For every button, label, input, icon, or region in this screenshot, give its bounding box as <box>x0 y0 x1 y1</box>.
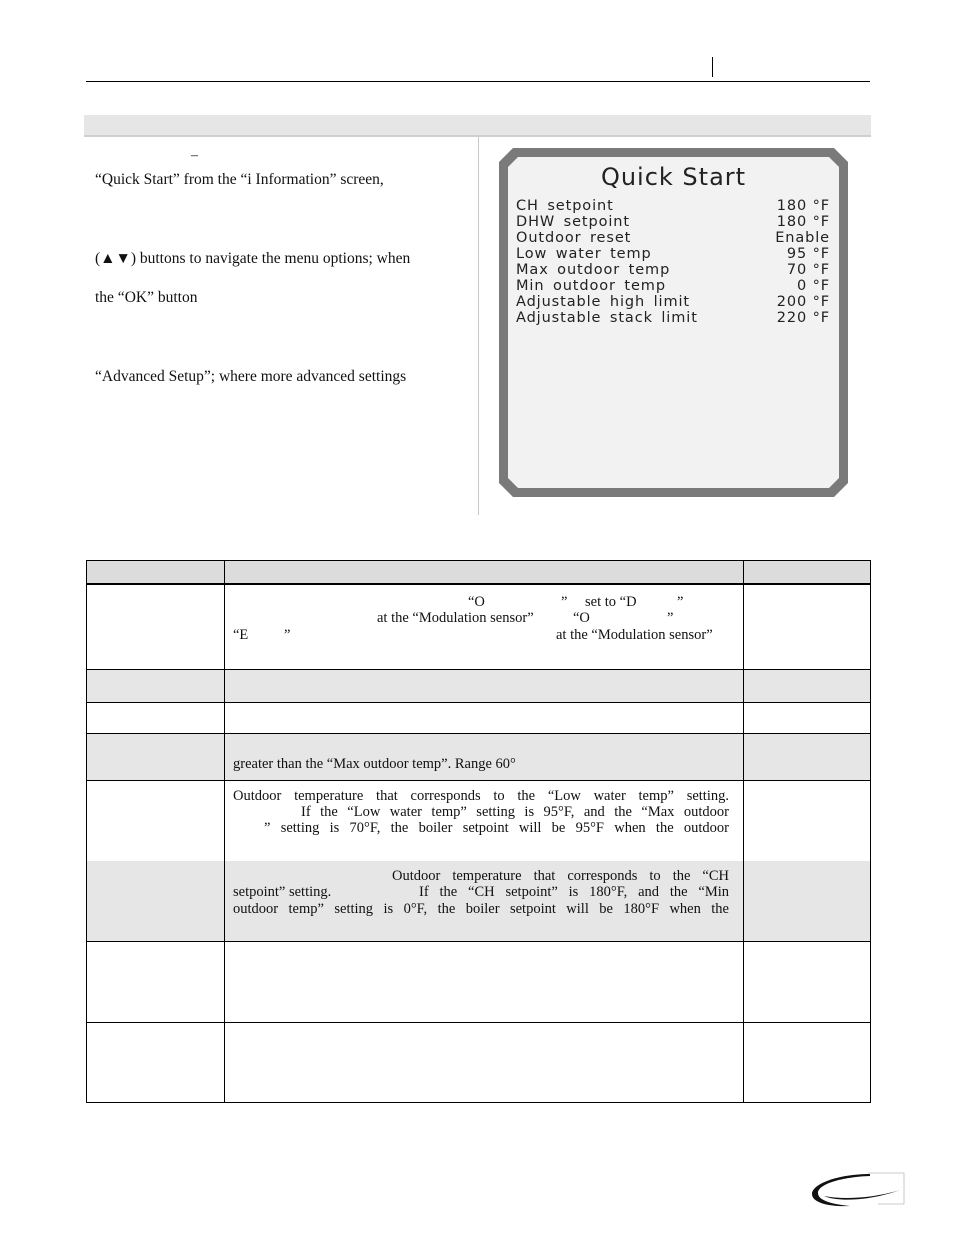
table-text: Outdoor temperature that corresponds to the “CH <box>392 868 729 884</box>
table-text: greater than the “Max outdoor temp”. Range 60° <box>233 756 516 772</box>
screen-row-label: Outdoor reset <box>516 230 632 246</box>
table-text: If the “CH setpoint” is 180°F, and the “Min <box>419 884 729 900</box>
table-text: If the “Low water temp” setting is 95°F, and the “Max outdoor <box>301 804 729 820</box>
screen-row-value: 70 °F <box>786 262 830 278</box>
instruction-line-1: “Quick Start” from the “i Information” screen, <box>95 171 384 188</box>
header-rule <box>86 81 870 82</box>
screen-row-label: DHW setpoint <box>516 214 630 230</box>
table-text: at the “Modulation sensor” <box>556 627 713 643</box>
table-text: set to “D <box>585 594 637 610</box>
screen-row-value: 180 °F <box>776 198 830 214</box>
screen-row-low-water-temp <box>516 246 830 262</box>
table-text: Outdoor temperature that corresponds to the “Low water temp” setting. <box>233 788 729 804</box>
instruction-line-3: the “OK” button <box>95 289 198 306</box>
column-divider <box>478 137 479 515</box>
table-text: “O <box>468 594 485 610</box>
screen-row-label: Min outdoor temp <box>516 278 666 294</box>
dash-mark: – <box>191 148 198 163</box>
screen-row-outdoor-reset <box>516 230 830 246</box>
instruction-line-2: (▲▼) buttons to navigate the menu options; when <box>95 250 411 267</box>
section-heading-bar <box>84 115 871 137</box>
screen-row-label: CH setpoint <box>516 198 614 214</box>
header-divider-tick <box>712 57 713 77</box>
table-text: “E <box>233 627 249 643</box>
screen-row-adjustable-high-limit <box>516 294 830 310</box>
screen-row-label: Adjustable high limit <box>516 294 690 310</box>
screen-title: Quick Start <box>600 163 747 191</box>
screen-row-ch-setpoint <box>516 198 830 214</box>
screen-row-value: 95 °F <box>786 246 830 262</box>
screen-row-max-outdoor-temp <box>516 262 830 278</box>
table-text: outdoor temp” setting is 0°F, the boiler setpoint will be 180°F when the <box>233 901 729 917</box>
screen-row-value: Enable <box>775 230 830 246</box>
table-text: ” <box>561 594 568 610</box>
screen-row-label: Adjustable stack limit <box>516 310 698 326</box>
screen-row-min-outdoor-temp <box>516 278 830 294</box>
screen-row-value: 200 °F <box>776 294 830 310</box>
screen-row-dhw-setpoint <box>516 214 830 230</box>
screen-row-label: Max outdoor temp <box>516 262 671 278</box>
table-text: ” <box>284 627 291 643</box>
table-text: ” <box>667 610 674 626</box>
table-text: “O <box>573 610 590 626</box>
screen-row-value: 0 °F <box>796 278 830 294</box>
screen-row-value: 220 °F <box>776 310 830 326</box>
brand-logo-swoosh <box>808 1170 908 1210</box>
screen-row-label: Low water temp <box>516 246 652 262</box>
table-text: setpoint” setting. <box>233 884 332 900</box>
table-text: ” setting is 70°F, the boiler setpoint will be 95°F when the outdoor <box>264 820 729 836</box>
table-text: ” <box>677 594 684 610</box>
table-text: at the “Modulation sensor” <box>377 610 534 626</box>
instruction-line-4: “Advanced Setup”; where more advanced settings <box>95 368 407 385</box>
screen-row-adjustable-stack-limit <box>516 310 830 326</box>
screen-row-value: 180 °F <box>776 214 830 230</box>
